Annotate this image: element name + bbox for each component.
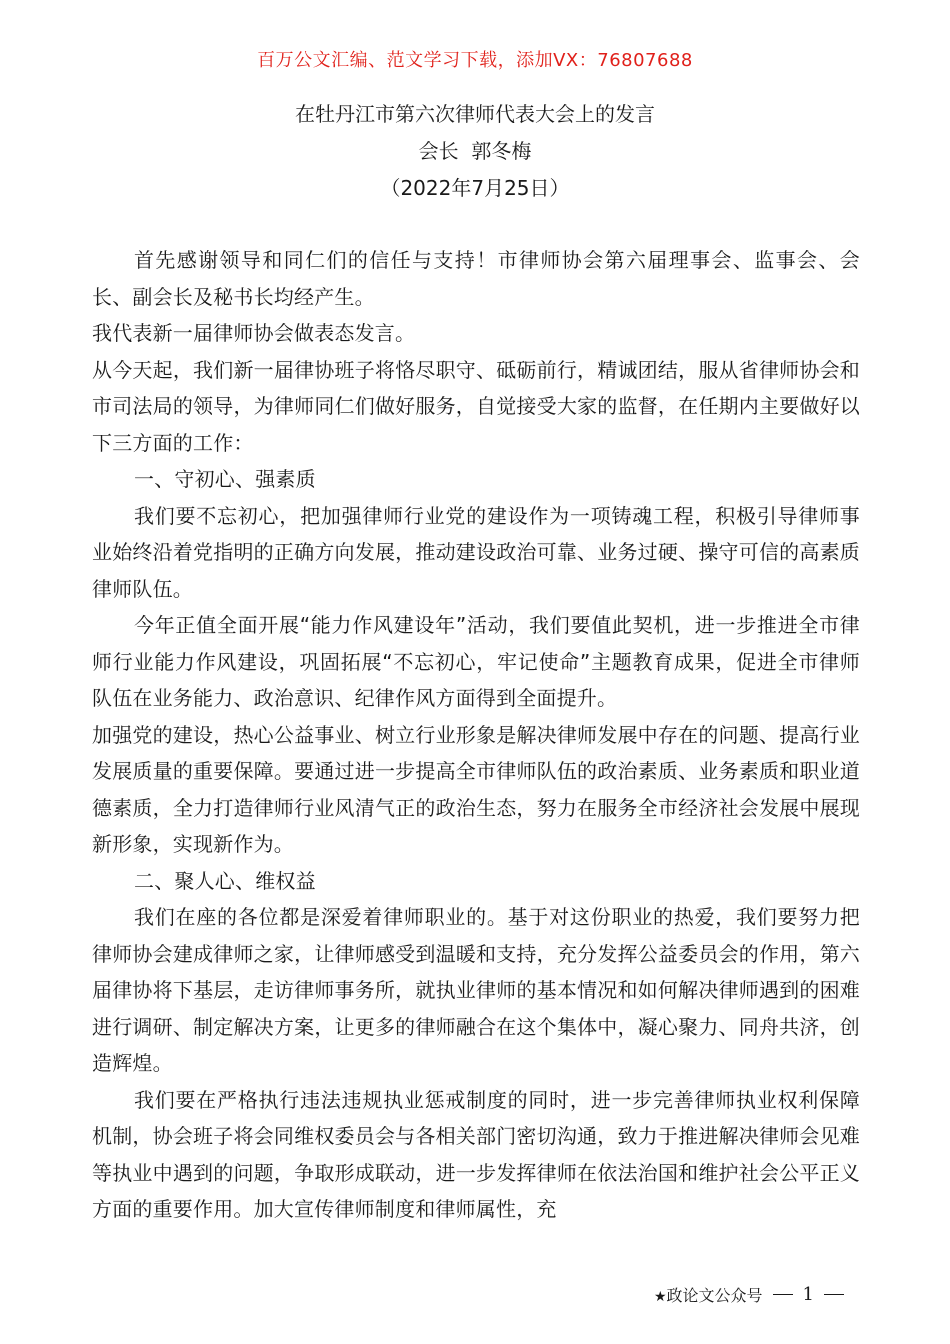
document-body	[92, 242, 860, 1228]
footer-label-group	[654, 1283, 763, 1306]
paragraph-statement: 我代表新一届律师协会做表态发言。	[92, 321, 416, 345]
section-heading-2: 二、聚人心、维权益	[134, 868, 316, 893]
footer-dash-right	[824, 1294, 844, 1295]
paragraph-section1-a: 我们要不忘初心，把加强律师行业党的建设作为一项铸魂工程，积极引导律师事业始终沿着党指明的正确方向发展，推动建设政治可靠、业务过硬、操守可信的高素质律师队伍。	[92, 503, 860, 601]
footer-dash-left	[773, 1294, 793, 1295]
document-header	[0, 96, 950, 207]
star-icon: ★	[653, 1289, 667, 1305]
footer-label: 政论文公众号	[666, 1286, 763, 1305]
page-number: 1	[802, 1284, 814, 1305]
paragraph-opening: 首先感谢领导和同仁们的信任与支持！市律师协会第六届理事会、监事会、会长、副会长及秘书长均经产生。	[92, 248, 860, 309]
paragraph-commitment: 从今天起，我们新一届律协班子将恪尽职守、砥砺前行，精诚团结，服从省律师协会和市司法局的领导，为律师同仁们做好服务，自觉接受大家的监督，在任期内主要做好以下三方面的工作：	[92, 357, 860, 455]
watermark-banner: 百万公文汇编、范文学习下载，添加VX：76807688	[257, 50, 693, 71]
section-heading-1: 一、守初心、强素质	[134, 467, 316, 491]
paragraph-section1-c: 加强党的建设，热心公益事业、树立行业形象是解决律师发展中存在的问题、提高行业发展质量的重要保障。要通过进一步提高全市律师队伍的政治素质、业务素质和职业道德素质，全力打造律师行业风清气正的政治生态，努力在服务全市经济社会发展中展现新形象，实现新作为。	[92, 722, 860, 856]
paragraph-section2-b: 我们要在严格执行违法违规执业惩戒制度的同时，进一步完善律师执业权利保障机制，协会班子将会同维权委员会与各相关部门密切沟通，致力于推进解决律师会见难等执业中遇到的问题，争取形成联动，进一步发挥律师在依法治国和维护社会公平正义方面的重要作用。加大宣传律师制度和律师属性，充	[92, 1087, 860, 1221]
paragraph-section2-a: 我们在座的各位都是深爱着律师职业的。基于对这份职业的热爱，我们要努力把律师协会建成律师之家，让律师感受到温暖和支持，充分发挥公益委员会的作用，第六届律协将下基层，走访律师事务所，就执业律师的基本情况和如何解决律师遇到的困难进行调研、制定解决方案，让更多的律师融合在这个集体中，凝心聚力、同舟共济，创造辉煌。	[92, 905, 860, 1075]
page-footer	[654, 1283, 844, 1306]
document-title: 在牡丹江市第六次律师代表大会上的发言	[295, 102, 655, 126]
speaker-line: 会长 郭冬梅	[418, 139, 532, 163]
speech-date: （2022年7月25日）	[380, 176, 570, 200]
paragraph-section1-b: 今年正值全面开展“能力作风建设年”活动，我们要值此契机，进一步推进全市律师行业能力作风建设，巩固拓展“不忘初心，牢记使命”主题教育成果，促进全市律师队伍在业务能力、政治意识、纪律作风方面得到全面提升。	[92, 613, 860, 710]
